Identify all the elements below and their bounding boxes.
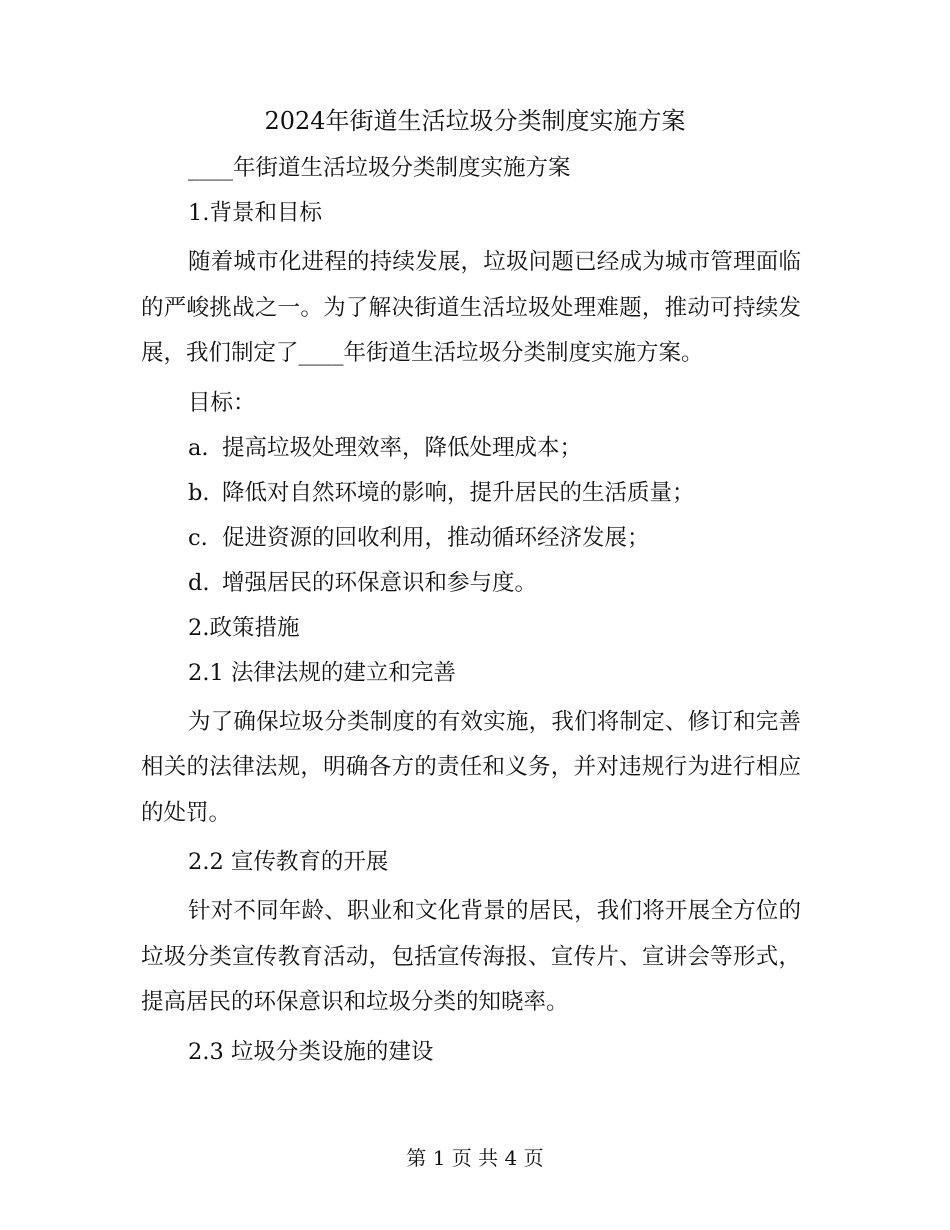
- document-title: 2024年街道生活垃圾分类制度实施方案: [264, 107, 686, 135]
- page-number-footer: 第 1 页 共 4 页: [406, 1146, 544, 1170]
- background-paragraph: 随着城市化进程的持续发展，垃圾问题已经成为城市管理面临的严峻挑战之一。为了解决街道生活垃圾处理难题，推动可持续发展，我们制定了____年街道生活垃圾分类制度实施方案。: [141, 249, 801, 366]
- goal-text: 增强居民的环保意识和参与度。: [222, 569, 538, 596]
- goal-text: 提高垃圾处理效率，降低处理成本；: [222, 434, 583, 461]
- goal-text: 降低对自然环境的影响，提升居民的生活质量；: [222, 479, 695, 506]
- section-2-heading: 2.政策措施: [188, 614, 300, 641]
- section-2-3-heading: 2.3 垃圾分类设施的建设: [188, 1038, 434, 1065]
- goal-item-b: [141, 475, 801, 512]
- goal-text: 促进资源的回收利用，推动循环经济发展；: [222, 524, 650, 551]
- section-2-1-heading: 2.1 法律法规的建立和完善: [188, 659, 456, 686]
- section-2-2-paragraph: 针对不同年龄、职业和文化背景的居民，我们将开展全方位的垃圾分类宣传教育活动，包括宣传海报、宣传片、宣讲会等形式，提高居民的环保意识和垃圾分类的知晓率。: [141, 898, 801, 1015]
- section-1-heading: 1.背景和目标: [188, 200, 322, 226]
- document-body: [141, 150, 801, 1079]
- section-2-1-paragraph: 为了确保垃圾分类制度的有效实施，我们将制定、修订和完善相关的法律法规，明确各方的责任和义务，并对违规行为进行相应的处罚。: [141, 708, 801, 826]
- goal-item-c: [141, 520, 801, 557]
- goal-item-d: [141, 565, 801, 602]
- section-2-2-heading: 2.2 宣传教育的开展: [188, 849, 389, 875]
- goal-marker: c.: [188, 524, 208, 551]
- document-subtitle: ____年街道生活垃圾分类制度实施方案: [188, 155, 571, 181]
- goal-marker: a.: [188, 434, 209, 461]
- goal-item-a: [141, 430, 801, 467]
- goals-label: 目标：: [188, 389, 256, 416]
- goal-marker: d.: [188, 569, 210, 596]
- goal-marker: b.: [188, 479, 210, 506]
